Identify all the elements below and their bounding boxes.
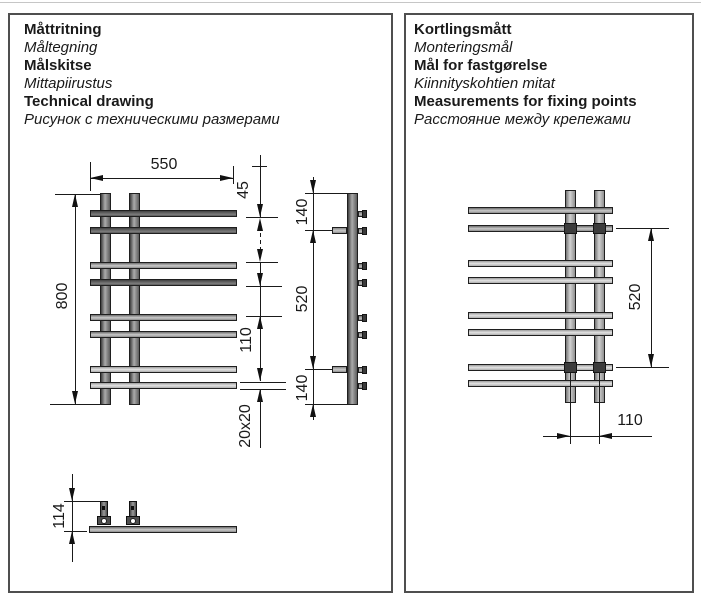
- dim-tick: [305, 369, 333, 370]
- dim-extension-line: [616, 228, 669, 229]
- dim-arrow: [257, 316, 263, 329]
- bracket-screw-hole: [101, 518, 107, 524]
- dim-line: [313, 177, 314, 420]
- radiator-bar: [468, 260, 613, 267]
- radiator-bar: [90, 210, 237, 217]
- side-view-post: [347, 193, 358, 405]
- dim-arrow: [72, 391, 78, 404]
- stub-cap: [362, 314, 367, 322]
- fixing-points-header: [414, 21, 637, 129]
- radiator-bar: [90, 262, 237, 269]
- dim-label-110: 110: [238, 327, 255, 353]
- wall-bracket: [332, 227, 347, 234]
- fixing-point-square: [593, 223, 606, 234]
- dim-arrow: [257, 273, 263, 286]
- dim-arrow: [69, 531, 75, 544]
- bracket-screw-hole: [130, 518, 136, 524]
- stub-cap: [362, 279, 367, 287]
- radiator-bar: [468, 329, 613, 336]
- dim-line-dashed: [260, 233, 261, 249]
- dim-extension-line: [616, 367, 669, 368]
- bracket-dot: [102, 506, 105, 510]
- fixing-point-square: [593, 362, 606, 373]
- dim-line: [260, 286, 261, 381]
- dim-label-45: 45: [235, 181, 252, 199]
- dim-arrow: [220, 175, 233, 181]
- title-line-6: Рисунок с техническими размерами: [24, 111, 280, 128]
- radiator-bar: [90, 279, 237, 286]
- dim-label-140-top: 140: [294, 198, 311, 226]
- dim-tick: [246, 262, 278, 263]
- radiator-bar: [90, 331, 237, 338]
- title-line-1: Måttritning: [24, 21, 102, 38]
- title-line-3: Målskitse: [24, 57, 92, 74]
- dim-line: [90, 178, 233, 179]
- dim-arrow: [557, 433, 570, 439]
- stub-cap: [362, 210, 367, 218]
- radiator-post: [100, 193, 111, 405]
- dim-arrow: [310, 230, 316, 243]
- dim-label-800: 800: [54, 282, 71, 310]
- title-line-5: Technical drawing: [24, 93, 154, 110]
- radiator-bar: [468, 364, 613, 371]
- dim-label-140-bottom: 140: [294, 374, 311, 402]
- dim-arrow: [310, 180, 316, 193]
- stub-cap: [362, 262, 367, 270]
- page-top-rule: [0, 2, 701, 3]
- title-line-1: Kortlingsmått: [414, 21, 512, 38]
- dim-line: [75, 194, 76, 404]
- dim-label-110-fixing: 110: [617, 412, 643, 429]
- dim-tick: [305, 193, 348, 194]
- dim-label-520-side: 520: [294, 285, 311, 313]
- title-line-5: Measurements for fixing points: [414, 93, 637, 110]
- dim-tick: [305, 230, 333, 231]
- title-line-2: Monteringsmål: [414, 39, 513, 56]
- dim-tick: [305, 404, 348, 405]
- title-line-2: Måltegning: [24, 39, 98, 56]
- title-line-6: Расстояние между крепежами: [414, 111, 631, 128]
- dim-tick: [246, 316, 282, 317]
- dim-extension-line: [570, 373, 571, 444]
- dim-arrow: [69, 488, 75, 501]
- dim-tick: [252, 166, 267, 167]
- stub-cap: [362, 331, 367, 339]
- radiator-bar: [468, 312, 613, 319]
- fixing-point-square: [564, 362, 577, 373]
- dim-label-550: 550: [150, 156, 178, 173]
- stub-cap: [362, 227, 367, 235]
- radiator-bar: [468, 277, 613, 284]
- dim-label-20x20: 20x20: [237, 404, 254, 448]
- dim-arrow: [72, 194, 78, 207]
- dim-arrow: [90, 175, 103, 181]
- dim-tick: [246, 286, 282, 287]
- dim-extension-line: [50, 404, 100, 405]
- radiator-bar: [90, 366, 237, 373]
- radiator-bar: [90, 314, 237, 321]
- radiator-bar: [90, 227, 237, 234]
- bracket-dot: [131, 506, 134, 510]
- title-line-3: Mål for fastgørelse: [414, 57, 548, 74]
- dim-arrow: [599, 433, 612, 439]
- dim-arrow: [257, 249, 263, 262]
- dim-line: [651, 228, 652, 367]
- technical-drawing-header: [24, 21, 280, 129]
- dim-arrow: [648, 228, 654, 241]
- dim-arrow: [310, 404, 316, 417]
- dim-arrow: [310, 356, 316, 369]
- radiator-bar: [468, 207, 613, 214]
- radiator-bar: [468, 225, 613, 232]
- dim-label-114: 114: [51, 503, 68, 529]
- stub-cap: [362, 366, 367, 374]
- radiator-bar-top-view: [89, 526, 237, 533]
- dim-tick: [64, 531, 87, 532]
- radiator-bar: [468, 380, 613, 387]
- dim-extension-line: [240, 389, 286, 390]
- title-line-4: Mittapiirustus: [24, 75, 113, 92]
- dim-line: [260, 389, 261, 448]
- dim-arrow: [257, 368, 263, 381]
- dim-label-520-fixing: 520: [627, 283, 644, 311]
- dim-extension-line: [240, 382, 286, 383]
- radiator-bar: [90, 382, 237, 389]
- title-line-4: Kiinnityskohtien mitat: [414, 75, 555, 92]
- stub-cap: [362, 382, 367, 390]
- dim-arrow: [257, 218, 263, 231]
- dim-extension-line: [233, 166, 234, 184]
- dim-tick: [64, 501, 101, 502]
- fixing-point-square: [564, 223, 577, 234]
- dim-arrow: [648, 354, 654, 367]
- wall-bracket: [332, 366, 347, 373]
- radiator-post: [129, 193, 140, 405]
- dim-arrow: [257, 204, 263, 217]
